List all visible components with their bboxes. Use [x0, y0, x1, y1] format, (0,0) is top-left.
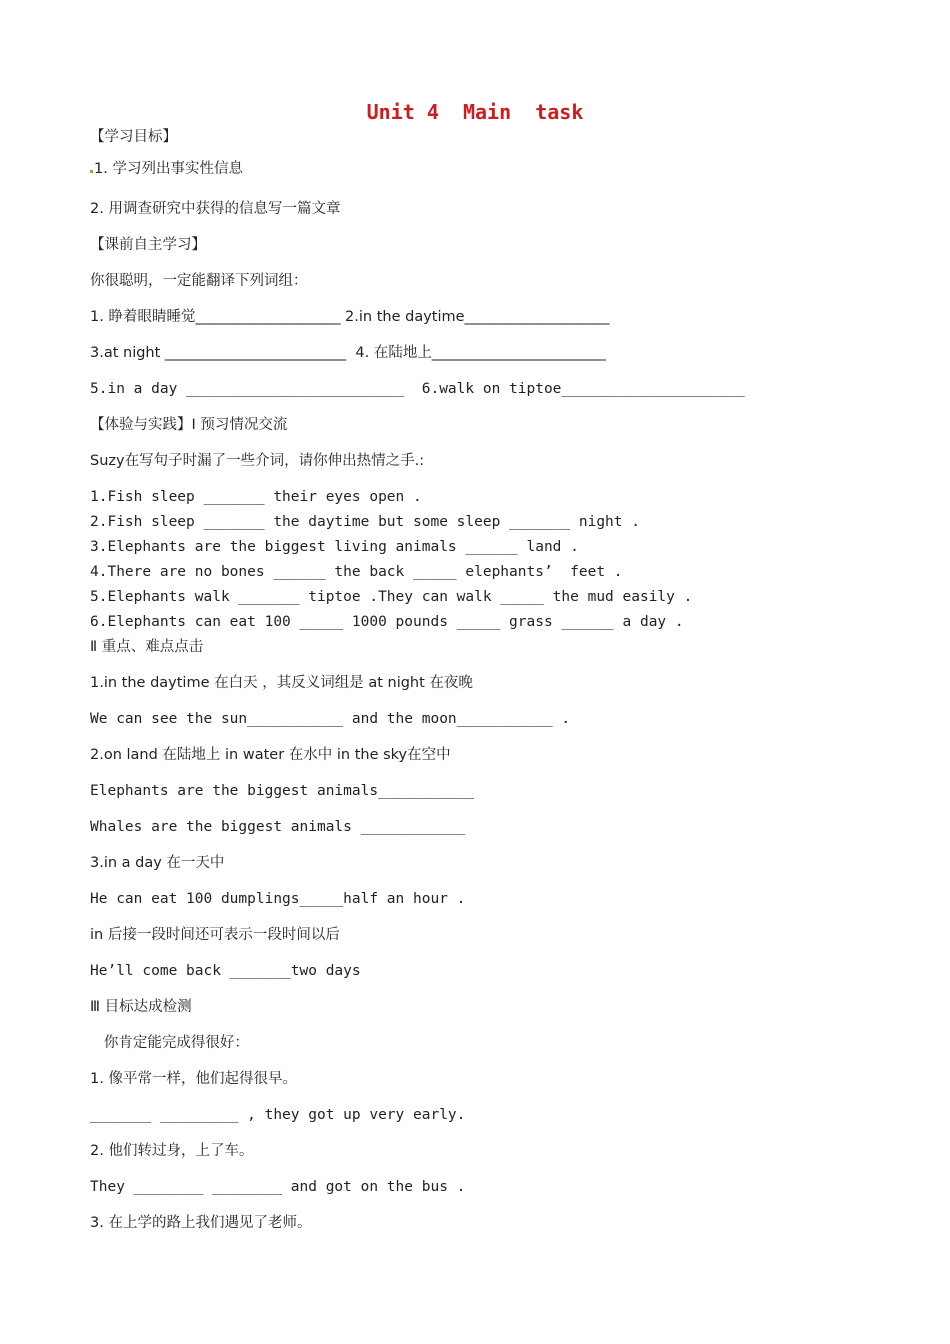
text-line [90, 1070, 297, 1088]
line-text: 1. 像平常一样，他们起得很早。 [90, 1071, 297, 1087]
text-line [90, 452, 424, 470]
text-line [90, 344, 606, 362]
line-text: Whales are the biggest animals ____________ [90, 819, 466, 835]
line-text: We can see the sun___________ and the moon___________ . [90, 711, 571, 727]
line-text: _______ _________ , they got up very early. [90, 1107, 466, 1123]
text-line [90, 272, 308, 290]
line-text: 【学习目标】 [90, 129, 177, 145]
line-text: 1.in the daytime 在白天 ，其反义词组是 at night 在夜晚 [90, 675, 473, 691]
text-line [90, 588, 692, 606]
line-text: Suzy在写句子时漏了一些介词，请你伸出热情之手.: [90, 453, 425, 469]
text-line [90, 854, 224, 872]
line-text: 6.Elephants can eat 100 _____ 1000 pounds _____ grass ______ a day . [90, 614, 684, 630]
line-text: He’ll come back _______two days [90, 963, 361, 979]
line-text: 3.at night _________________________ 4. 在陆地上________________________ [90, 345, 606, 361]
line-text: 【体验与实践】Ⅰ 预习情况交流 [90, 417, 288, 433]
line-text: 2. 他们转过身，上了车。 [90, 1143, 254, 1159]
text-line [90, 926, 340, 944]
text-line [90, 488, 422, 506]
text-line [90, 818, 465, 836]
text-line [90, 128, 177, 146]
text-line [90, 1106, 465, 1124]
line-text: 5.in a day _________________________ 6.walk on tiptoe_____________________ [90, 381, 745, 397]
document-title: Unit 4 Main task [366, 100, 584, 124]
text-line [90, 538, 579, 556]
text-line [90, 160, 243, 178]
line-text: 你肯定能完成得很好： [90, 1035, 249, 1051]
line-text: Elephants are the biggest animals___________ [90, 783, 475, 799]
line-text: 1. 睁着眼睛睡觉____________________ 2.in the daytime____________________ [90, 309, 610, 325]
line-text: 1. 学习列出事实性信息 [94, 161, 243, 177]
text-line [90, 1178, 465, 1196]
line-text: Ⅲ 目标达成检测 [90, 999, 192, 1015]
line-text: He can eat 100 dumplings_____half an hour . [90, 891, 466, 907]
text-line [90, 380, 745, 398]
text-line [90, 200, 340, 218]
text-line [90, 1142, 253, 1160]
text-line [90, 613, 684, 631]
text-line [90, 563, 623, 581]
line-text: 3. 在上学的路上我们遇见了老师。 [90, 1215, 312, 1231]
text-line [90, 416, 287, 434]
text-line [90, 710, 570, 728]
line-text: They ________ ________ and got on the bus . [90, 1179, 466, 1195]
text-line [90, 998, 192, 1016]
line-text: 4.There are no bones ______ the back _____ elephants’ feet . [90, 564, 623, 580]
text-line [90, 674, 473, 692]
text-line [90, 308, 610, 326]
line-text: 1.Fish sleep _______ their eyes open . [90, 489, 422, 505]
line-text: 【课前自主学习】 [90, 237, 206, 253]
text-line [90, 782, 474, 800]
text-line [90, 236, 206, 254]
text-line [90, 1034, 249, 1052]
text-line [90, 513, 640, 531]
line-text: 2.on land 在陆地上 in water 在水中 in the sky在空中 [90, 747, 451, 763]
line-text: 3.Elephants are the biggest living animals ______ land . [90, 539, 579, 555]
line-text: 3.in a day 在一天中 [90, 855, 225, 871]
dot-mark [90, 170, 93, 173]
line-text: 2.Fish sleep _______ the daytime but some sleep _______ night . [90, 514, 640, 530]
line-text: 2. 用调查研究中获得的信息写一篇文章 [90, 201, 341, 217]
line-text: in 后接一段时间还可表示一段时间以后 [90, 927, 340, 943]
line-text: Ⅱ 重点、难点点击 [90, 639, 204, 655]
text-line [90, 1214, 311, 1232]
text-line [90, 746, 451, 764]
text-line [90, 890, 465, 908]
line-text: 你很聪明，一定能翻译下列词组： [90, 273, 308, 289]
line-text: 5.Elephants walk _______ tiptoe .They can walk _____ the mud easily . [90, 589, 693, 605]
text-line [90, 638, 203, 656]
text-line [90, 962, 361, 980]
